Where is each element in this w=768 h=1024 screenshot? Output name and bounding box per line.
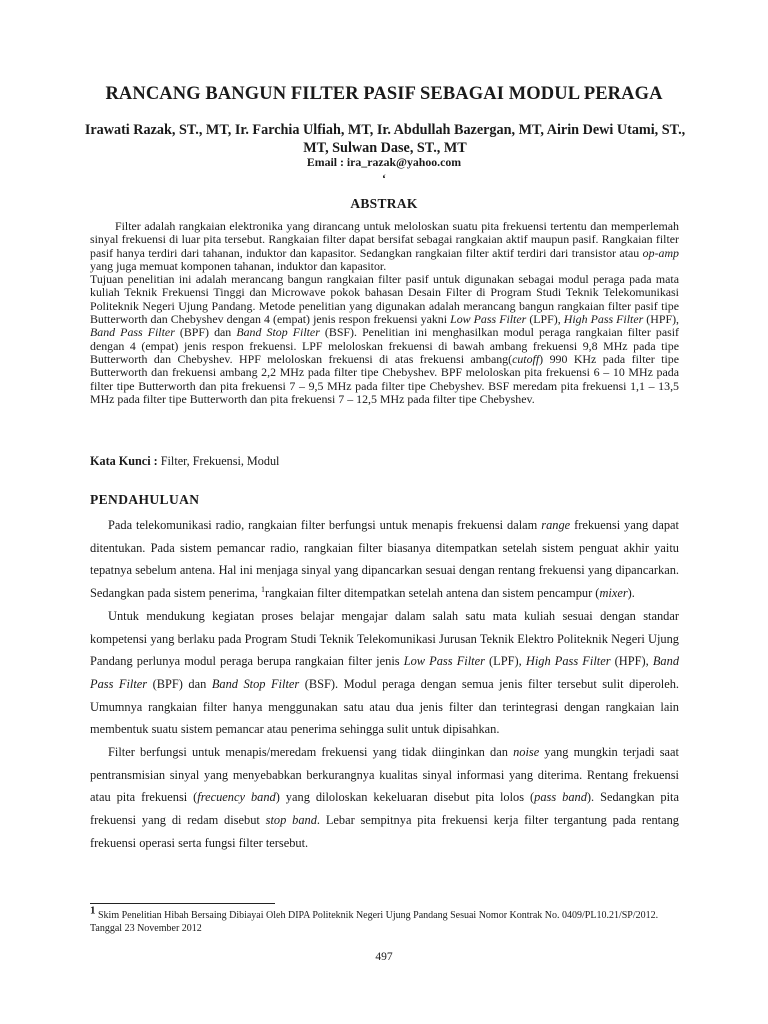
abstract-paragraph-2: Tujuan penelitian ini adalah merancang bangun rangkaian filter pasif untuk digunakan sebagai modul peraga pada mata kuliah Teknik Frekuensi Tinggi dan Microwave pokok bahasan Desain Filter di Program Studi Teknik Telekomunikasi Politeknik Negeri Ujung Pandang. Metode penelitian yang digunakan adalah merancang bangun rangkaian filter pasif tipe Butterworth dan Chebyshev dengan 4 (empat) jenis respon frekuensi yakni Low Pass Filter (LPF), High Pass Filter (HPF), Band Pass Filter (BPF) dan Band Stop Filter (BSF). Penelitian ini menghasilkan modul peraga rangkaian filter pasif dengan 4 (empat) jenis respon frekuensi. LPF meloloskan frekuensi di bawah ambang frekuensi 9,8 MHz pada tipe Butterworth dan Chebyshev. HPF meloloskan frekuensi di atas frekuensi ambang(cutoff) 990 KHz pada filter tipe Butterworth dan frekuensi ambang 2,2 MHz pada filter tipe Chebyshev. BPF meloloskan pita frekuensi 6 – 10 MHz pada filter tipe Butterworth dan pita frekuensi 7 – 9,5 MHz pada filter tipe Chebyshev. BSF meredam pita frekuensi 1,1 – 13,5 MHz pada filter tipe Butterworth dan pita frekuensi 7 – 12,5 MHz pada filter tipe Chebyshev.	[90, 272, 680, 406]
keywords-value: Filter, Frekuensi, Modul	[157, 454, 280, 468]
keywords	[90, 454, 679, 469]
keywords-label: Kata Kunci :	[90, 454, 158, 468]
abstract-paragraph-1: Filter adalah rangkaian elektronika yang dirancang untuk meloloskan suatu pita frekuensi tertentu dan memperlemah sinyal frekuensi di luar pita tersebut. Rangkaian filter dapat bersifat sebagai rangkaian aktif maupun pasif. Rangkaian filter pasif hanya terdiri dari tahanan, induktor dan kapasitor. Sedangkan rangkaian filter aktif terdiri dari transistor atau op-amp yang juga memuat komponen tahanan, induktor dan kapasitor.	[90, 219, 679, 273]
section-body	[90, 514, 679, 855]
abstract-heading: ABSTRAK	[350, 196, 418, 211]
footnote	[90, 904, 690, 935]
abstract-body	[90, 220, 679, 406]
body-paragraph-3: Filter berfungsi untuk menapis/meredam frekuensi yang tidak diinginkan dan noise yang mungkin terjadi saat pentransmisian sinyal yang menyebabkan berkurangnya kualitas sinyal informasi yang diterima. Rentang frekuensi atau pita frekuensi (frecuency band) yang diloloskan kekeluaran disebut pita lolos (pass band). Sedangkan pita frekuensi yang di redam disebut stop band. Lebar sempitnya pita frekuensi kerja filter tergantung pada rentang frekuensi operasi serta fungsi filter tersebut.	[90, 745, 679, 850]
paper-title: RANCANG BANGUN FILTER PASIF SEBAGAI MODUL PERAGA	[105, 84, 663, 104]
footnote-mark: 1	[90, 904, 96, 917]
section-heading-pendahuluan: PENDAHULUAN	[90, 492, 200, 507]
body-paragraph-2: Untuk mendukung kegiatan proses belajar mengajar dalam salah satu mata kuliah sesuai dengan standar kompetensi yang berlaku pada Program Studi Teknik Telekomunikasi Jurusan Teknik Elektro Politeknik Negeri Ujung Pandang perlunya modul peraga berupa rangkaian filter jenis Low Pass Filter (LPF), High Pass Filter (HPF), Band Pass Filter (BPF) dan Band Stop Filter (BSF). Modul peraga dengan semua jenis filter tersebut sulit diperoleh. Umumnya rangkaian filter hanya menggunakan satu atau dua jenis filter dan terintegrasi dengan rangkaian lain membentuk suatu sistem pemancar atau penerima sehingga sulit untuk dipisahkan.	[90, 608, 680, 737]
footnote-divider	[90, 903, 275, 904]
stray-mark: ‘	[382, 171, 386, 185]
author-email: Email : ira_razak@yahoo.com	[306, 155, 462, 169]
body-paragraph-1: Pada telekomunikasi radio, rangkaian filter berfungsi untuk menapis frekuensi dalam range frekuensi yang dapat ditentukan. Pada sistem pemancar radio, rangkaian filter biasanya ditempatkan setelah sistem penguat akhir yaitu tepatnya sebelum antena. Hal ini menjaga sinyal yang dipancarkan sesuai dengan rentang frekuensi yang dipancarkan. Sedangkan pada sistem penerima, $^1$rangkaian filter ditempatkan setelah antena dan sistem pencampur (mixer).	[90, 518, 679, 601]
footnote-reference: 1	[261, 584, 266, 594]
author-list: Irawati Razak, ST., MT, Ir. Farchia Ulfiah, MT, Ir. Abdullah Bazergan, MT, Airin Dewi Utami, ST., MT, Sulwan Dase, ST., MT	[84, 122, 686, 156]
page-number: 497	[375, 951, 393, 963]
footnote-text: Skim Penelitian Hibah Bersaing Dibiayai Oleh DIPA Politeknik Negeri Ujung Pandang Sesuai Nomor Kontrak No. 0409/PL10.21/SP/2012. Tanggal 23 November 2012	[90, 910, 659, 934]
